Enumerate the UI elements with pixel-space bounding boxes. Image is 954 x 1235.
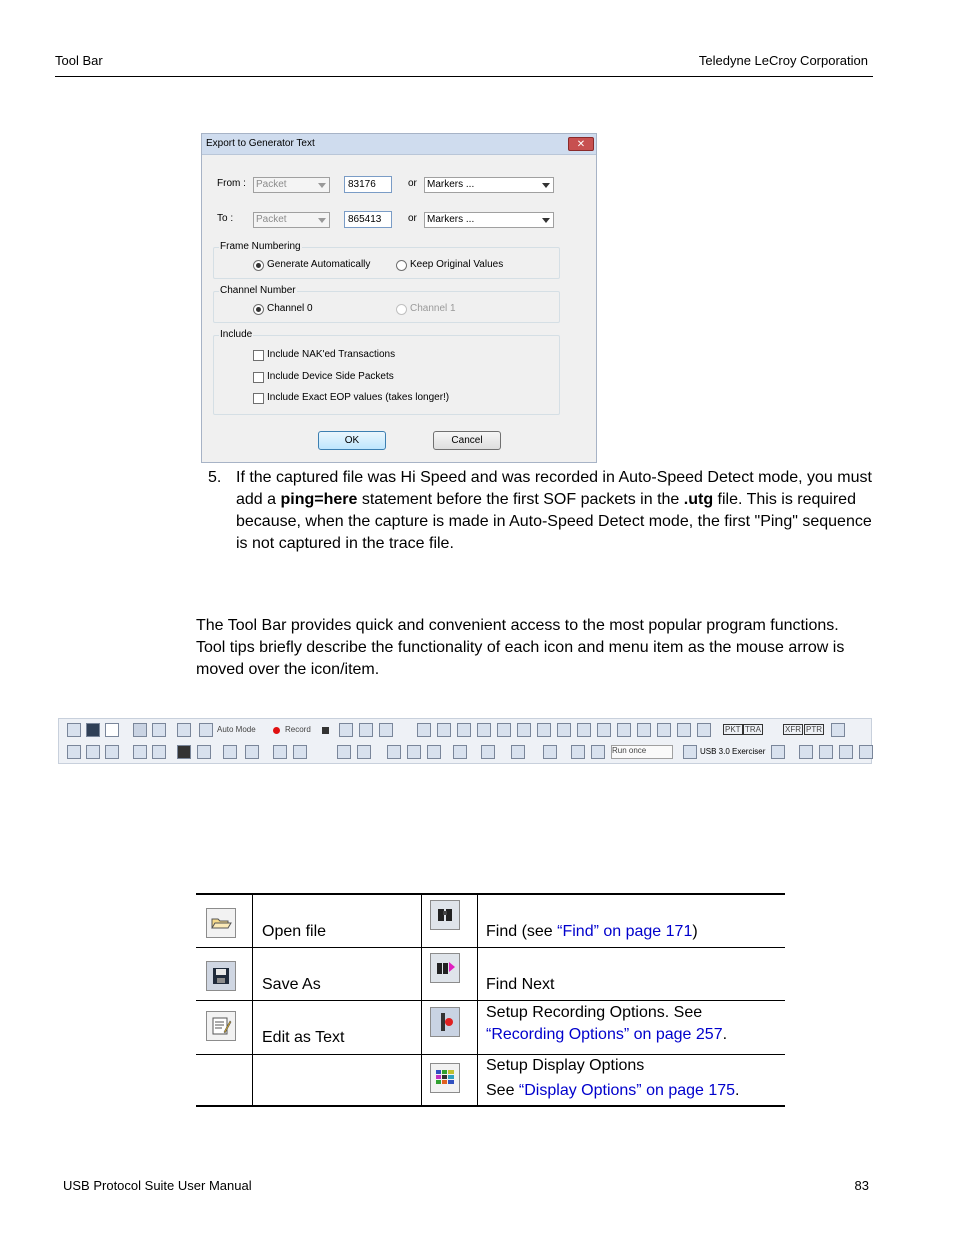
- ptr-view-icon[interactable]: PTR: [806, 725, 822, 734]
- upload-icon[interactable]: [339, 723, 353, 737]
- transaction-icon[interactable]: [453, 745, 467, 759]
- step-text-2: statement before the first SOF packets in the: [357, 491, 684, 508]
- window-icon[interactable]: [799, 745, 813, 759]
- record-icon[interactable]: [273, 727, 280, 734]
- channel-number-title: Channel Number: [220, 285, 296, 296]
- step-5-text: [236, 467, 876, 555]
- find-next-icon: [430, 953, 460, 983]
- header-rule: [55, 76, 873, 77]
- find-icon[interactable]: [177, 745, 191, 759]
- display-options-see: See: [486, 1082, 519, 1099]
- table-top-rule: [196, 893, 785, 895]
- zoom-fit-icon[interactable]: [417, 723, 431, 737]
- hide-icon[interactable]: [152, 745, 166, 759]
- run-once-select[interactable]: Run once: [611, 745, 673, 759]
- chevron-down-icon: [542, 218, 550, 223]
- speed-icon[interactable]: [245, 745, 259, 759]
- exerciser-settings-icon[interactable]: [771, 745, 785, 759]
- from-type-value: Packet: [256, 179, 287, 190]
- include-eop-label: Include Exact EOP values (takes longer!): [267, 392, 450, 403]
- channel-1-label: Channel 1: [410, 303, 456, 314]
- tile-icon[interactable]: [819, 745, 833, 759]
- edit-as-text-label: Edit as Text: [262, 1029, 345, 1046]
- lightning-icon[interactable]: [697, 723, 711, 737]
- trigger-icon[interactable]: [177, 723, 191, 737]
- zoom-in-icon[interactable]: [67, 745, 81, 759]
- footer-manual-title: USB Protocol Suite User Manual: [63, 1178, 252, 1193]
- recording-options-line1: Setup Recording Options. See: [486, 1004, 703, 1021]
- generate-auto-radio[interactable]: [253, 260, 264, 271]
- list-icon[interactable]: [637, 723, 651, 737]
- stop-icon[interactable]: [322, 727, 329, 734]
- graph-icon[interactable]: [537, 723, 551, 737]
- open-folder-icon: [206, 908, 236, 938]
- cancel-button[interactable]: Cancel: [433, 431, 501, 450]
- to-label: To :: [217, 213, 234, 224]
- chevron-down-icon: [318, 183, 326, 188]
- table-col-rule: [477, 893, 478, 1107]
- zoom-out-icon[interactable]: [86, 745, 100, 759]
- step-bold-1: ping=here: [280, 491, 358, 508]
- to-markers-select[interactable]: [424, 212, 554, 228]
- or-label: or: [408, 213, 417, 224]
- chart-icon[interactable]: [497, 723, 511, 737]
- save-as-label: Save As: [262, 976, 321, 993]
- tra-view-icon[interactable]: TRA: [745, 725, 761, 734]
- chevron-down-icon: [542, 183, 550, 188]
- open-folder-icon[interactable]: [67, 723, 81, 737]
- display-options-icon[interactable]: [152, 723, 166, 737]
- close-icon[interactable]: ✕: [568, 137, 594, 151]
- table-row-rule: [196, 947, 785, 948]
- step-text-1: If the captured file was Hi Speed and was recorded in Auto-Speed Detect mode, you must add a: [236, 469, 872, 508]
- keep-original-radio[interactable]: [396, 260, 407, 271]
- or-label: or: [408, 178, 417, 189]
- channel-0-label: Channel 0: [267, 303, 313, 314]
- to-value-input[interactable]: 865413: [344, 211, 392, 228]
- table-row-rule: [196, 1000, 785, 1001]
- channel-0-radio[interactable]: [253, 304, 264, 315]
- include-device-side-label: Include Device Side Packets: [267, 371, 394, 382]
- include-naked-label: Include NAK'ed Transactions: [267, 349, 396, 360]
- bus-utilization-icon[interactable]: [477, 723, 491, 737]
- transfer-icon[interactable]: [481, 745, 495, 759]
- packet-icon[interactable]: [427, 745, 441, 759]
- marker-icon[interactable]: [293, 745, 307, 759]
- go-to-icon[interactable]: [223, 745, 237, 759]
- recording-options-link[interactable]: “Recording Options” on page 257: [486, 1026, 723, 1043]
- recording-options-icon: [430, 1007, 460, 1037]
- edit-text-icon[interactable]: [105, 723, 119, 737]
- to-type-value: Packet: [256, 214, 287, 225]
- xfr-view-icon[interactable]: XFR: [785, 725, 801, 734]
- pkt-view-icon[interactable]: PKT: [725, 725, 741, 734]
- ok-button[interactable]: OK: [318, 431, 386, 450]
- export-icon[interactable]: [437, 723, 451, 737]
- display-options-line1: Setup Display Options: [486, 1057, 645, 1074]
- edit-icon[interactable]: [379, 723, 393, 737]
- find-text-end: ): [692, 923, 698, 940]
- display-options-end: .: [735, 1082, 740, 1099]
- navigate-down-icon[interactable]: [407, 745, 421, 759]
- save-icon: [206, 961, 236, 991]
- recording-options-end: .: [722, 1026, 728, 1043]
- find-text: Find (see: [486, 923, 558, 940]
- find-description: [486, 921, 698, 943]
- include-eop-checkbox[interactable]: [253, 393, 264, 404]
- keep-original-label: Keep Original Values: [410, 259, 504, 270]
- decode-icon[interactable]: [597, 723, 611, 737]
- display-options-icon: [430, 1063, 460, 1093]
- dialog-title-bar: [202, 134, 596, 155]
- edit-script-icon[interactable]: [591, 745, 605, 759]
- to-markers-value: Markers ...: [427, 214, 475, 225]
- from-markers-value: Markers ...: [427, 179, 475, 190]
- column-icon[interactable]: [543, 745, 557, 759]
- table-bottom-rule: [196, 1105, 785, 1107]
- dialog-title: Export to Generator Text: [206, 138, 315, 149]
- exerciser-label: USB 3.0 Exerciser: [700, 747, 766, 756]
- bookmark-edit-icon[interactable]: [357, 745, 371, 759]
- exerciser-icon[interactable]: [683, 745, 697, 759]
- navigate-icon[interactable]: [557, 723, 571, 737]
- open-file-label: Open file: [262, 923, 327, 940]
- to-type-select[interactable]: [253, 212, 330, 228]
- header-section-title: Tool Bar: [55, 53, 103, 68]
- find-icon: [430, 900, 460, 930]
- find-next-icon[interactable]: [197, 745, 211, 759]
- page-number: 83: [854, 1178, 869, 1193]
- recording-options-icon[interactable]: [133, 723, 147, 737]
- from-markers-select[interactable]: [424, 177, 554, 193]
- intro-paragraph: The Tool Bar provides quick and convenient access to the most popular program functions. Tool tips briefly describe the functionality of each icon and menu item as the mouse arrow is moved over the icon/item.: [196, 617, 845, 678]
- wrap-icon[interactable]: [105, 745, 119, 759]
- find-next-label: Find Next: [486, 976, 555, 993]
- filter-icon[interactable]: [133, 745, 147, 759]
- tool-icon[interactable]: [273, 745, 287, 759]
- report-icon[interactable]: [457, 723, 471, 737]
- step-text-3: file. This is required because, when the capture is made in Auto-Speed Detect mode, the first "Ping" sequence is not captured in the trace file.: [236, 491, 872, 552]
- display-options-link[interactable]: “Display Options” on page 175: [518, 1082, 736, 1099]
- toolbar-icon-table: [196, 893, 785, 1107]
- panel-icon[interactable]: [859, 745, 873, 759]
- display-options-line2: [486, 1080, 740, 1102]
- split-icon[interactable]: [511, 745, 525, 759]
- step-number: 5.: [208, 469, 222, 486]
- table-col-rule: [252, 893, 253, 1107]
- bookmark-icon[interactable]: [337, 745, 351, 759]
- step-bold-2: .utg: [683, 491, 714, 508]
- from-label: From :: [217, 178, 246, 189]
- generate-auto-label: Generate Automatically: [267, 259, 371, 270]
- auto-mode-label: Auto Mode: [217, 725, 256, 734]
- toolbar-screenshot: [58, 718, 872, 764]
- include-naked-checkbox[interactable]: [253, 350, 264, 361]
- grid-icon[interactable]: [577, 723, 591, 737]
- cascade-icon[interactable]: [839, 745, 853, 759]
- document-icon[interactable]: [617, 723, 631, 737]
- chevron-down-icon: [318, 218, 326, 223]
- header-company: Teledyne LeCroy Corporation: [698, 53, 868, 68]
- frame-numbering-title: Frame Numbering: [220, 241, 301, 252]
- from-value-input[interactable]: 83176: [344, 176, 392, 193]
- channel-1-radio[interactable]: [396, 304, 407, 315]
- auto-mode-icon[interactable]: [199, 723, 213, 737]
- record-label: Record: [285, 725, 311, 734]
- scsi-view-icon[interactable]: [831, 723, 845, 737]
- script-icon[interactable]: [571, 745, 585, 759]
- find-link[interactable]: “Find” on page 171: [557, 923, 693, 940]
- include-device-side-checkbox[interactable]: [253, 372, 264, 383]
- navigate-up-icon[interactable]: [387, 745, 401, 759]
- include-title: Include: [220, 329, 253, 340]
- recording-options-line2: [486, 1024, 727, 1046]
- edit-text-icon: [206, 1011, 236, 1041]
- from-type-select[interactable]: [253, 177, 330, 193]
- timing-icon[interactable]: [517, 723, 531, 737]
- download-icon[interactable]: [359, 723, 373, 737]
- export-dialog: [201, 133, 597, 463]
- table-col-rule: [421, 893, 422, 1107]
- save-icon[interactable]: [86, 723, 100, 737]
- refresh-icon[interactable]: [677, 723, 691, 737]
- tree-icon[interactable]: [657, 723, 671, 737]
